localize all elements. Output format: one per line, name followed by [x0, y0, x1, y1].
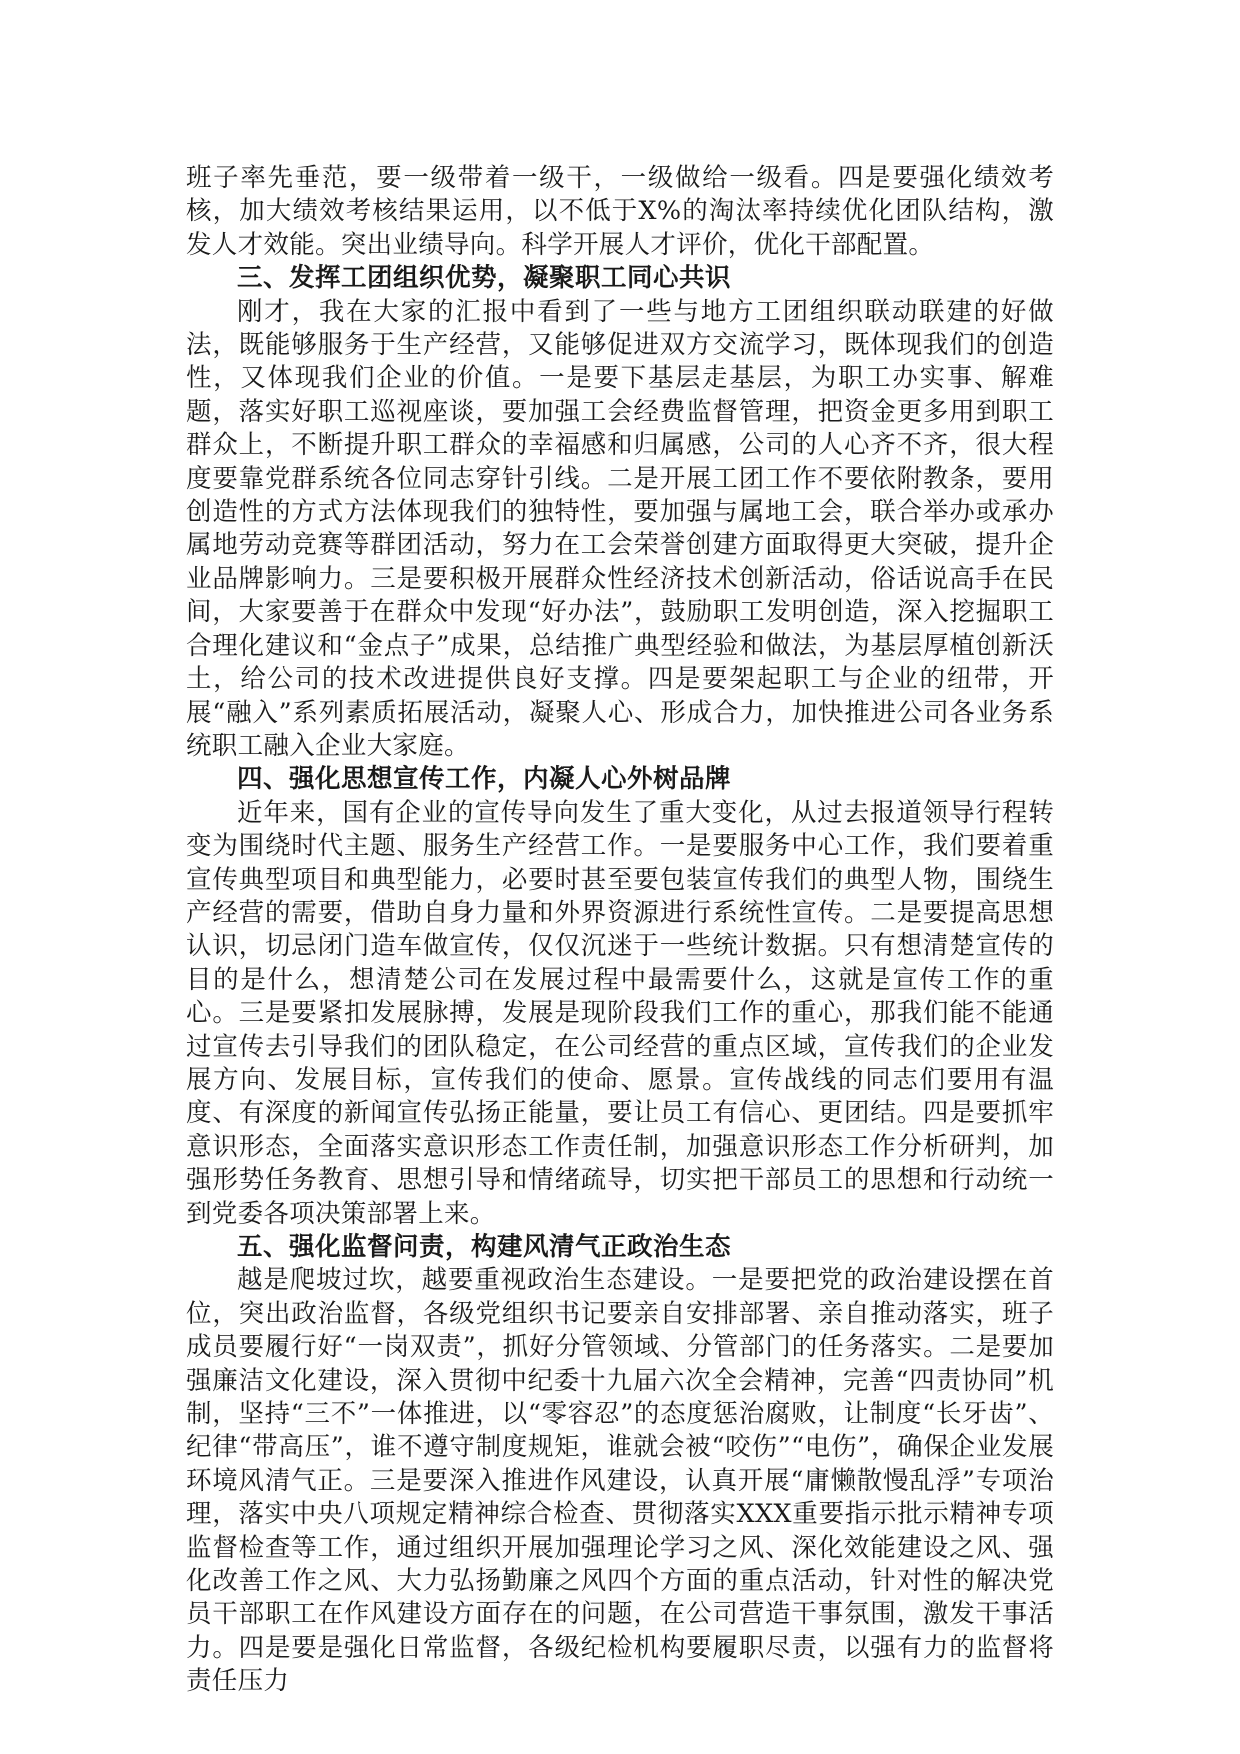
opening-paragraph: 班子率先垂范，要一级带着一级干，一级做给一级看。四是要强化绩效考核，加大绩效考核结果运用，以不低于X%的淘汰率持续优化团队结构，激发人才效能。突出业绩导向。科学开展人才评价，优化干部配置。: [186, 163, 1054, 260]
section-heading-4: 四、强化思想宣传工作，内凝人心外树品牌: [237, 764, 732, 795]
section-body-3: 刚才，我在大家的汇报中看到了一些与地方工团组织联动联建的好做法，既能够服务于生产经营，又能够促进双方交流学习，既体现我们的创造性，又体现我们企业的价值。一是要下基层走基层，为职工办实事、解难题，落实好职工巡视座谈，要加强工会经费监督管理，把资金更多用到职工群众上，不断提升职工群众的幸福感和归属感，公司的人心齐不齐，很大程度要靠党群系统各位同志穿针引线。二是开展工团工作不要依附教条，要用创造性的方式方法体现我们的独特性，要加强与属地工会，联合举办或承办属地劳动竞赛等群团活动，努力在工会荣誉创建方面取得更大突破，提升企业品牌影响力。三是要积极开展群众性经济技术创新活动，俗话说高手在民间，大家要善于在群众中发现“好办法”，鼓励职工发明创造，深入挖掘职工合理化建议和“金点子”成果，总结推广典型经验和做法，为基层厚植创新沃土，给公司的技术改进提供良好支撑。四是要架起职工与企业的纽带，开展“融入”系列素质拓展活动，凝聚人心、形成合力，加快推进公司各业务系统职工融入企业大家庭。: [186, 296, 1054, 761]
section-heading-5: 五、强化监督问责，构建风清气正政治生态: [237, 1232, 732, 1262]
section-body-5: 越是爬坡过坎，越要重视政治生态建设。一是要把党的政治建设摆在首位，突出政治监督，各级党组织书记要亲自安排部署、亲自推动落实，班子成员要履行好“一岗双责”，抓好分管领域、分管部门的任务落实。二是要加强廉洁文化建设，深入贯彻中纪委十九届六次全会精神，完善“四责协同”机制，坚持“三不”一体推进，以“零容忍”的态度惩治腐败，让制度“长牙齿”、纪律“带高压”，谁不遵守制度规矩，谁就会被“咬伤”“电伤”，确保企业发展环境风清气正。三是要深入推进作风建设，认真开展“庸懒散慢乱浮”专项治理，落实中央八项规定精神综合检查、贯彻落实XXX重要指示批示精神专项监督检查等工作，通过组织开展加强理论学习之风、深化效能建设之风、强化改善工作之风、大力弘扬勤廉之风四个方面的重点活动，针对性的解决党员干部职工在作风建设方面存在的问题，在公司营造干事氛围，激发干事活力。四是要是强化日常监督，各级纪检机构要履职尽责，以强有力的监督将责任压力: [186, 1265, 1054, 1697]
section-heading-3: 三、发挥工团组织优势，凝聚职工同心共识: [237, 263, 732, 294]
document-body: [186, 162, 1054, 1699]
section-body-4: 近年来，国有企业的宣传导向发生了重大变化，从过去报道领导行程转变为围绕时代主题、服务生产经营工作。一是要服务中心工作，我们要着重宣传典型项目和典型能力，必要时甚至要包装宣传我们的典型人物，围绕生产经营的需要，借助自身力量和外界资源进行系统性宣传。二是要提高思想认识，切忌闭门造车做宣传，仅仅沉迷于一些统计数据。只有想清楚宣传的目的是什么，想清楚公司在发展过程中最需要什么，这就是宣传工作的重心。三是要紧扣发展脉搏，发展是现阶段我们工作的重心，那我们能不能通过宣传去引导我们的团队稳定，在公司经营的重点区域，宣传我们的企业发展方向、发展目标，宣传我们的使命、愿景。宣传战线的同志们要用有温度、有深度的新闻宣传弘扬正能量，要让员工有信心、更团结。四是要抓牢意识形态，全面落实意识形态工作责任制，加强意识形态工作分析研判，加强形势任务教育、思想引导和情绪疏导，切实把干部员工的思想和行动统一到党委各项决策部署上来。: [186, 797, 1054, 1229]
